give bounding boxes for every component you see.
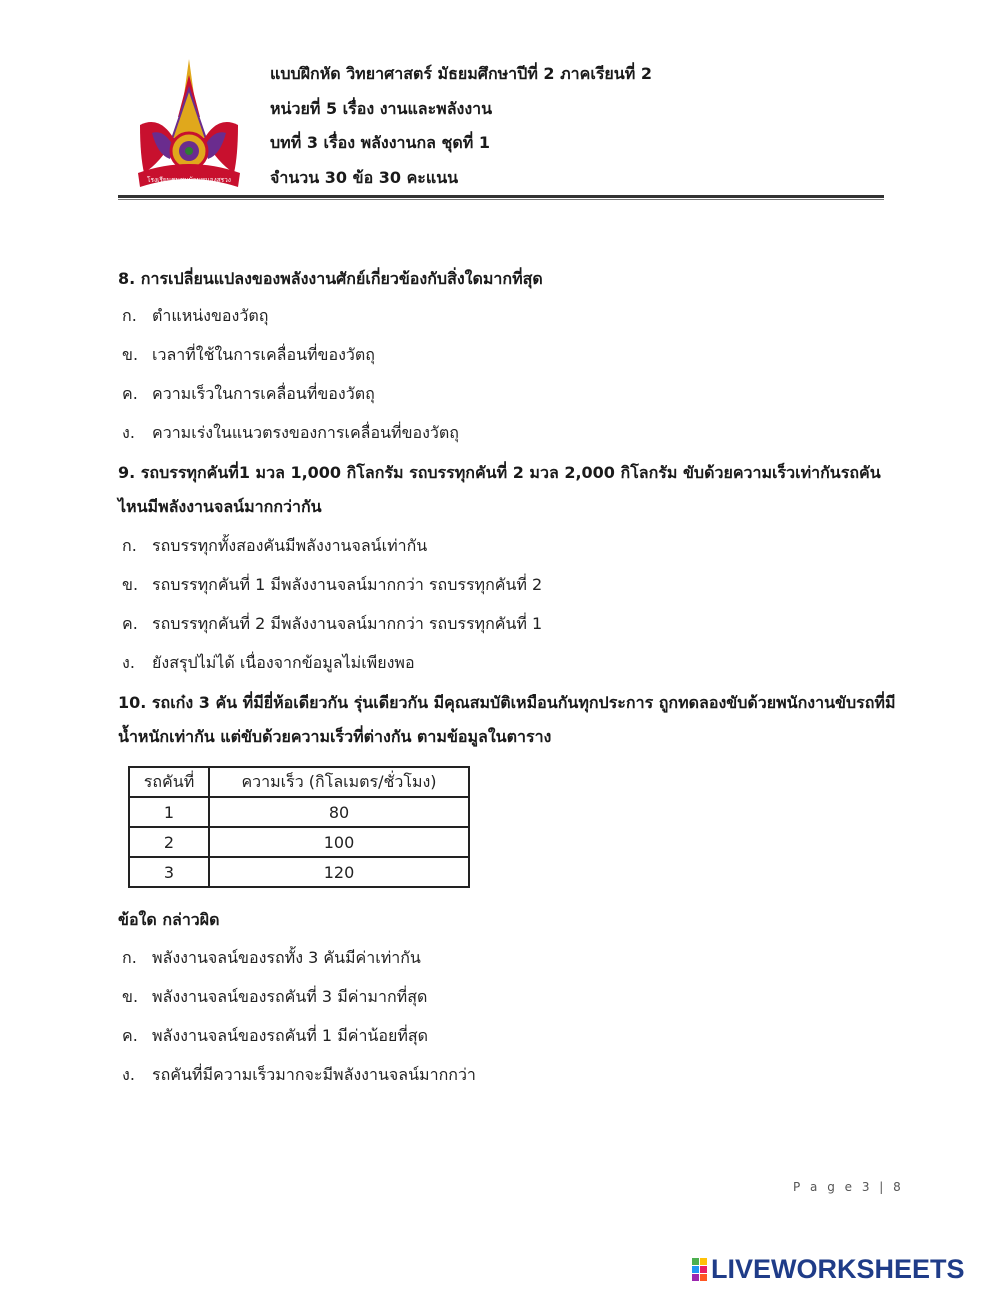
table-header-car: รถคันที่: [129, 767, 209, 797]
option-letter: ง.: [122, 423, 135, 442]
table-cell: 120: [209, 857, 469, 887]
option-letter: ค.: [122, 384, 138, 403]
liveworksheets-logo-icon: [692, 1258, 707, 1281]
page-number: P a g e 3 | 8: [793, 1180, 904, 1194]
option-text: รถบรรทุกคันที่ 1 มีพลังงานจลน์มากกว่า รถบรรทุกคันที่ 2: [152, 575, 543, 594]
q8-option-b[interactable]: [122, 343, 375, 367]
q10-option-a[interactable]: [122, 946, 421, 970]
header-subject: แบบฝึกหัด วิทยาศาสตร์ มัธยมศึกษาปีที่ 2 ภาคเรียนที่ 2: [270, 64, 652, 83]
school-logo: [130, 55, 248, 193]
table-cell: 3: [129, 857, 209, 887]
speed-table: [128, 766, 470, 888]
q10-option-c[interactable]: [122, 1024, 428, 1048]
question-10: 10. รถเก๋ง 3 คัน ที่มียี่ห้อเดียวกัน รุ่นเดียวกัน มีคุณสมบัติเหมือนกันทุกประการ ถูกทดลองขับด้วยพนักงานขับรถที่มีน้ำหนักเท่ากัน แต่ขับด้วยความเร็วที่ต่างกัน ตามข้อมูลในตาราง: [118, 693, 896, 746]
q8-option-c[interactable]: [122, 382, 375, 406]
q9-option-c[interactable]: [122, 612, 542, 636]
option-text: ตำแหน่งของวัตถุ: [152, 306, 269, 325]
option-letter: ก.: [122, 536, 137, 555]
q9-option-d[interactable]: [122, 651, 415, 675]
option-text: รถบรรทุกคันที่ 2 มีพลังงานจลน์มากกว่า รถบรรทุกคันที่ 1: [152, 614, 543, 633]
option-letter: ง.: [122, 653, 135, 672]
option-letter: ง.: [122, 1065, 135, 1084]
option-letter: ก.: [122, 306, 137, 325]
option-text: พลังงานจลน์ของรถทั้ง 3 คันมีค่าเท่ากัน: [152, 948, 421, 967]
option-letter: ค.: [122, 614, 138, 633]
option-letter: ค.: [122, 1026, 138, 1045]
q10-option-d[interactable]: [122, 1063, 476, 1087]
option-text: เวลาที่ใช้ในการเคลื่อนที่ของวัตถุ: [152, 345, 375, 364]
option-text: ความเร่งในแนวตรงของการเคลื่อนที่ของวัตถุ: [152, 423, 459, 442]
worksheet-header: [270, 62, 652, 200]
option-text: รถคันที่มีความเร็วมากจะมีพลังงานจลน์มากกว่า: [152, 1065, 476, 1084]
q8-option-a[interactable]: [122, 304, 268, 328]
logo-ribbon-text: โรงเรียนชุมชนบ้านหนองสรวง: [147, 176, 231, 184]
header-chapter: บทที่ 3 เรื่อง พลังงานกล ชุดที่ 1: [270, 133, 491, 152]
header-divider-thin: [118, 199, 884, 200]
option-letter: ข.: [122, 575, 139, 594]
table-row: [129, 857, 469, 887]
option-letter: ก.: [122, 948, 137, 967]
question-8: 8. การเปลี่ยนแปลงของพลังงานศักย์เกี่ยวข้องกับสิ่งใดมากที่สุด: [118, 269, 543, 288]
header-unit: หน่วยที่ 5 เรื่อง งานและพลังงาน: [270, 98, 493, 118]
q9-option-b[interactable]: [122, 573, 542, 597]
table-cell: 80: [209, 797, 469, 827]
option-text: พลังงานจลน์ของรถคันที่ 3 มีค่ามากที่สุด: [152, 987, 428, 1006]
table-header-row: [129, 767, 469, 797]
option-text: ยังสรุปไม่ได้ เนื่องจากข้อมูลไม่เพียงพอ: [152, 653, 415, 672]
option-text: พลังงานจลน์ของรถคันที่ 1 มีค่าน้อยที่สุด: [152, 1026, 429, 1045]
q8-option-d[interactable]: [122, 421, 459, 445]
table-header-speed: ความเร็ว (กิโลเมตร/ชั่วโมง): [209, 767, 469, 797]
liveworksheets-brand[interactable]: [692, 1254, 965, 1284]
table-cell: 1: [129, 797, 209, 827]
question-10-subprompt: ข้อใด กล่าวผิด: [118, 910, 220, 929]
table-cell: 100: [209, 827, 469, 857]
table-row: [129, 797, 469, 827]
q9-option-a[interactable]: [122, 534, 427, 558]
option-letter: ข.: [122, 345, 139, 364]
option-text: รถบรรทุกทั้งสองคันมีพลังงานจลน์เท่ากัน: [152, 536, 428, 555]
table-cell: 2: [129, 827, 209, 857]
brand-name: LIVEWORKSHEETS: [711, 1253, 965, 1284]
option-text: ความเร็วในการเคลื่อนที่ของวัตถุ: [152, 384, 375, 403]
header-divider: [118, 195, 884, 198]
table-row: [129, 827, 469, 857]
option-letter: ข.: [122, 987, 139, 1006]
header-count: จำนวน 30 ข้อ 30 คะแนน: [270, 167, 459, 187]
question-9: 9. รถบรรทุกคันที่1 มวล 1,000 กิโลกรัม รถบรรทุกคันที่ 2 มวล 2,000 กิโลกรัม ขับด้วยความเร็วเท่ากันรถคันไหนมีพลังงานจลน์มากกว่ากัน: [118, 463, 881, 516]
q10-option-b[interactable]: [122, 985, 427, 1009]
